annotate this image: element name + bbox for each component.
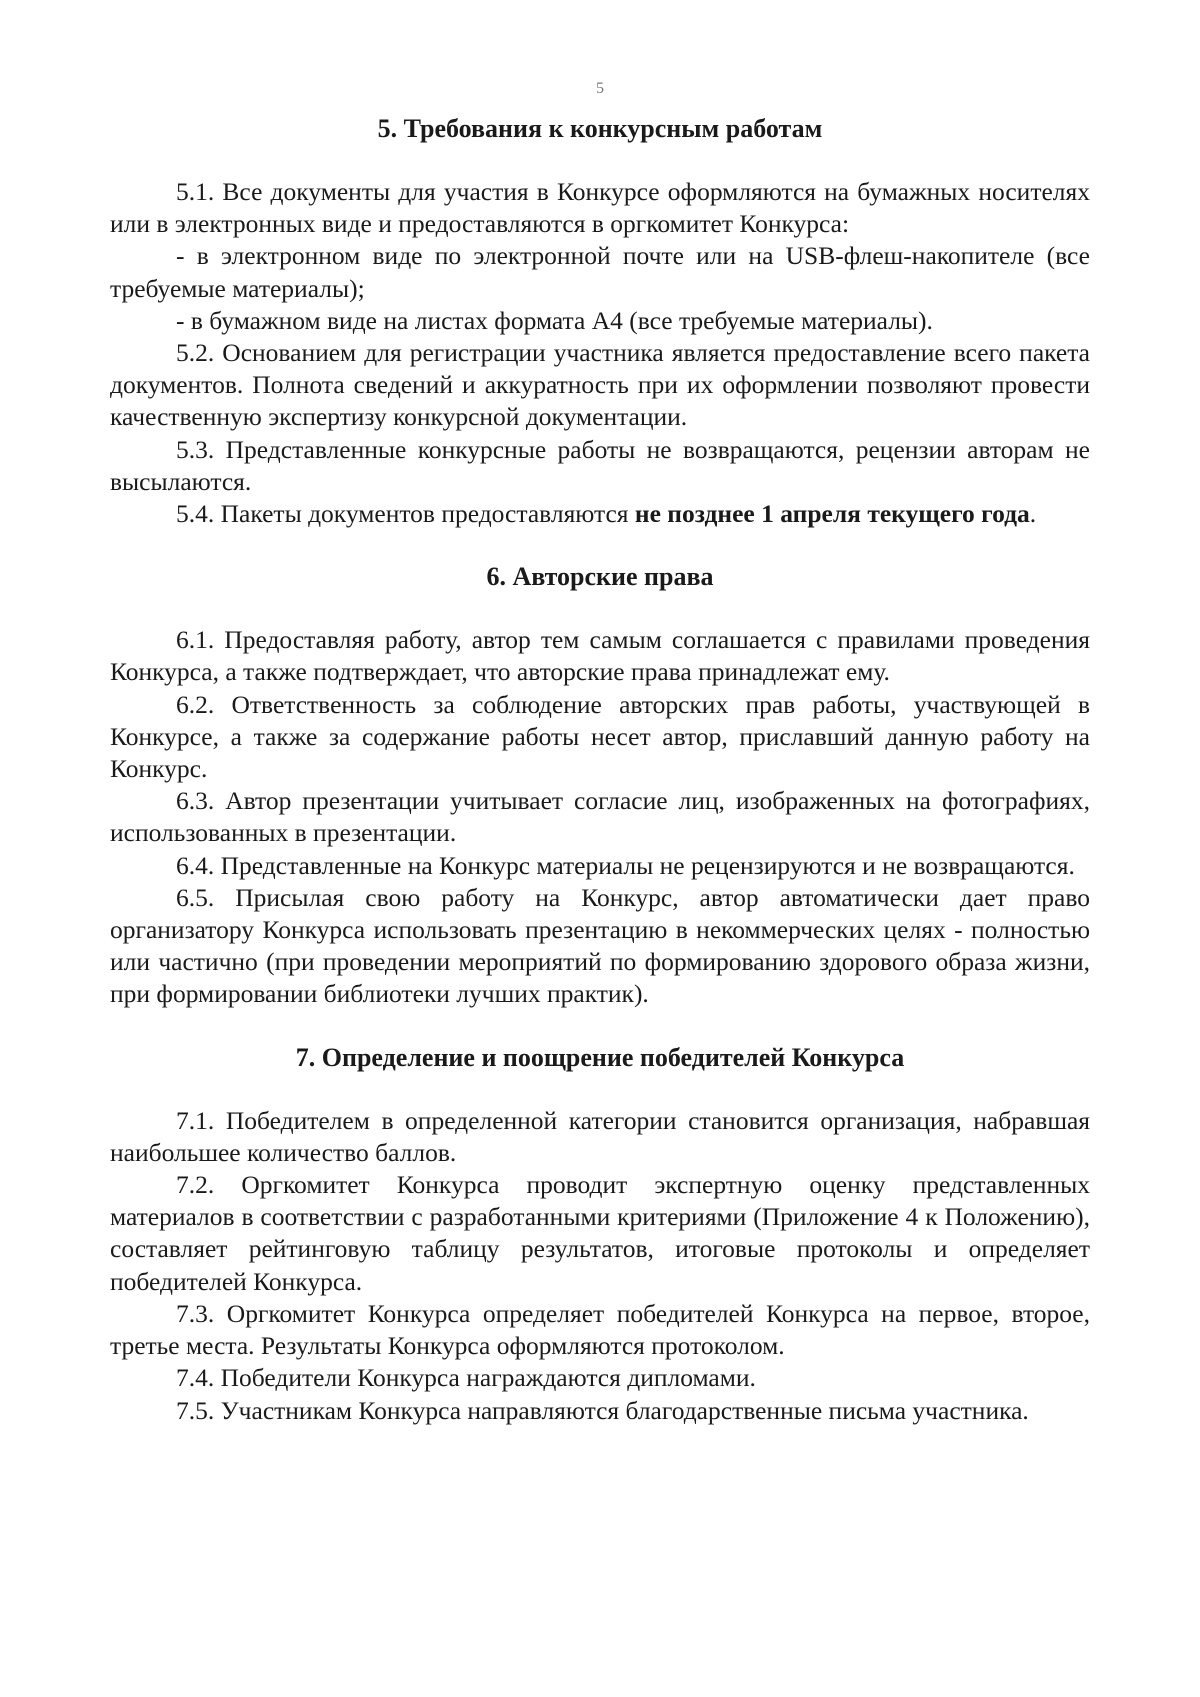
deadline-tail: . [1029,499,1037,529]
section-title: 6. Авторские права [486,562,714,592]
paragraph-deadline [110,498,1090,530]
paragraph: 5.3. Представленные конкурсные работы не возвращаются, рецензии авторам не высылаются. [110,434,1090,496]
section-title: 7. Определение и поощрение победителей Конкурса [295,1042,905,1072]
paragraph: 7.4. Победители Конкурса награждаются дипломами. [176,1363,756,1393]
page-number: 5 [596,80,604,97]
paragraph: 7.3. Оргкомитет Конкурса определяет победителей Конкурса на первое, второе, третье места. Результаты Конкурса оформляются протоколом. [110,1298,1090,1361]
paragraph: 5.1. Все документы для участия в Конкурсе оформляются на бумажных носителях или в электронных виде и предоставляются в оргкомитет Конкурса: [110,177,1090,239]
paragraph: 6.5. Присылая свою работу на Конкурс, автор автоматически дает право организатору Конкурса использовать презентацию в некоммерческих целях - полностью или частично (при проведении мероприятий по формированию здорового образа жизни, при формировании библиотеки лучших практик). [110,882,1090,1009]
paragraph: 7.1. Победителем в определенной категории становится организация, набравшая наибольшее количество баллов. [110,1105,1090,1167]
paragraph: 6.2. Ответственность за соблюдение авторских прав работы, участвующей в Конкурсе, а также за содержание работы несет автор, приславший данную работу на Конкурс. [110,689,1090,784]
paragraph: - в бумажном виде на листах формата А4 (все требуемые материалы). [176,305,933,335]
paragraph: 6.3. Автор презентации учитывает согласие лиц, изображенных на фотографиях, использованных в презентации. [110,786,1090,848]
deadline-lead: 5.4. Пакеты документов предоставляются [176,499,635,529]
paragraph: 6.4. Представленные на Конкурс материалы не рецензируются и не возвращаются. [176,850,1075,880]
deadline-date: не позднее 1 апреля текущего года [634,499,1030,529]
paragraph: 7.2. Оргкомитет Конкурса проводит экспертную оценку представленных материалов в соответствии с разработанными критериями (Приложение 4 к Положению), составляет рейтинговую таблицу результатов, итоговые протоколы и определяет победителей Конкурса. [110,1170,1090,1296]
paragraph: 7.5. Участникам Конкурса направляются благодарственные письма участника. [176,1395,1029,1425]
section-title: 5. Требования к конкурсным работам [377,114,823,143]
paragraph: 5.2. Основанием для регистрации участника является предоставление всего пакета документов. Полнота сведений и аккуратность при их оформлении позволяют провести качественную экспертизу конкурсной документации. [110,338,1090,432]
paragraph: - в электронном виде по электронной почте или на USB-флеш-накопителе (все требуемые материалы); [110,241,1090,303]
paragraph: 6.1. Предоставляя работу, автор тем самым соглашается с правилами проведения Конкурса, а также подтверждает, что авторские права принадлежат ему. [110,625,1090,687]
document-body [110,112,1090,1427]
